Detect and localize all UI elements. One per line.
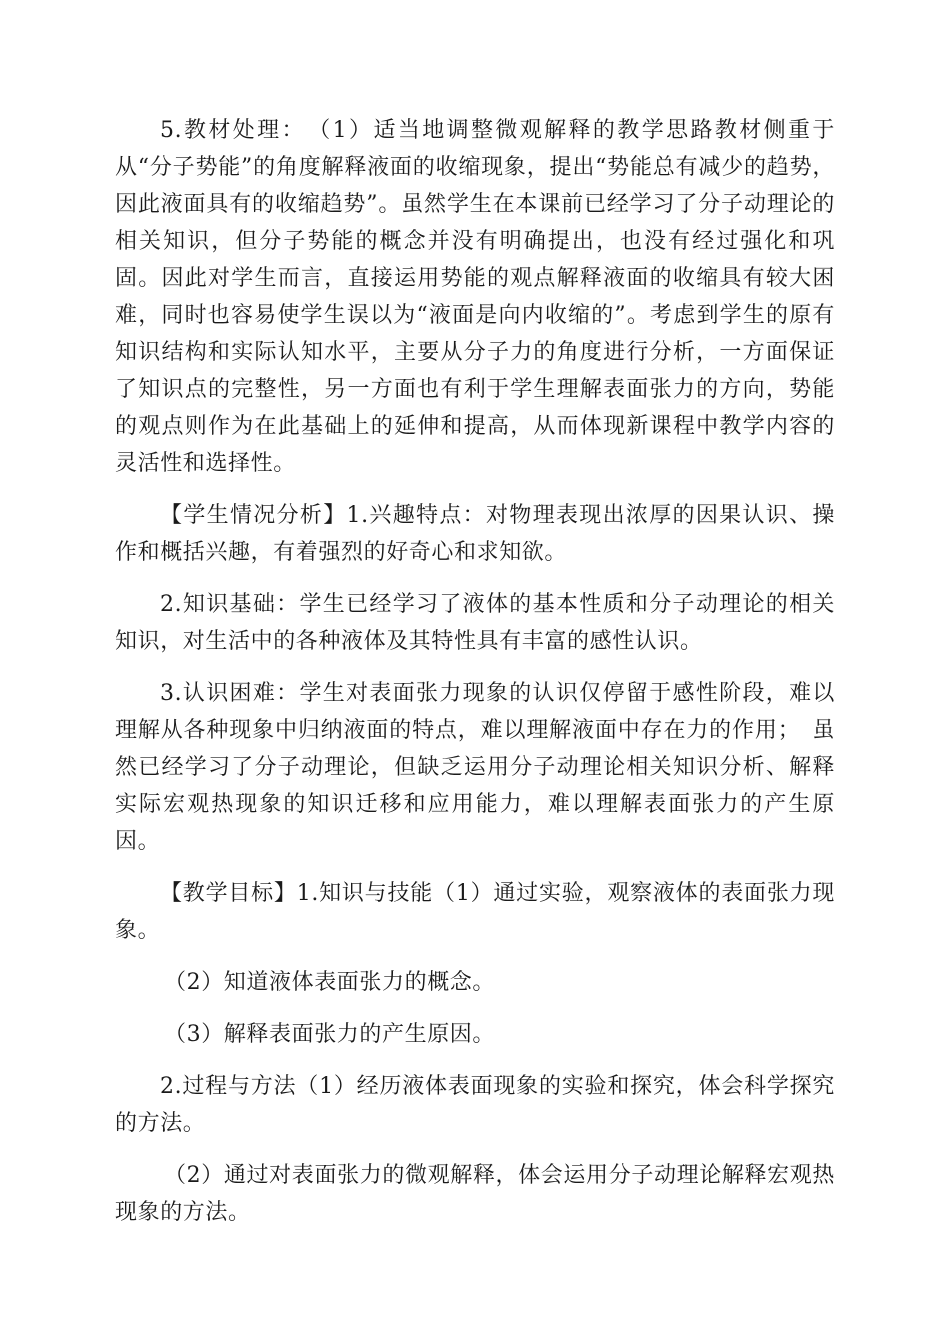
- paragraph-cognitive-difficulty: 3.认识困难：学生对表面张力现象的认识仅停留于感性阶段，难以理解从各种现象中归纳液面的特点，难以理解液面中存在力的作用； 虽然已经学习了分子动理论，但缺乏运用分子动理论相关知识分析、解释实际宏观热现象的知识迁移和应用能力，难以理解表面张力的产生原因。: [115, 681, 835, 854]
- paragraph-process-method: 2.过程与方法（1）经历液体表面现象的实验和探究，体会科学探究的方法。: [115, 1074, 835, 1136]
- paragraph-goal-concept: （2）知道液体表面张力的概念。: [164, 970, 495, 995]
- paragraph-student-analysis-interest: 【学生情况分析】1.兴趣特点：对物理表现出浓厚的因果认识、操作和概括兴趣，有着强烈的好奇心和求知欲。: [115, 503, 835, 565]
- paragraph-knowledge-basis: 2.知识基础：学生已经学习了液体的基本性质和分子动理论的相关知识，对生活中的各种液体及其特性具有丰富的感性认识。: [115, 592, 835, 654]
- paragraph-goal-cause: （3）解释表面张力的产生原因。: [164, 1022, 495, 1047]
- paragraph-micro-explanation: （2）通过对表面张力的微观解释，体会运用分子动理论解释宏观热现象的方法。: [115, 1163, 835, 1225]
- paragraph-textbook-handling: 5.教材处理： （1）适当地调整微观解释的教学思路教材侧重于从“分子势能”的角度解释液面的收缩现象，提出“势能总有减少的趋势，因此液面具有的收缩趋势”。虽然学生在本课前已经学习了分子动理论的相关知识，但分子势能的概念并没有明确提出，也没有经过强化和巩固。因此对学生而言，直接运用势能的观点解释液面的收缩具有较大困难，同时也容易使学生误以为“液面是向内收缩的”。考虑到学生的原有知识结构和实际认知水平，主要从分子力的角度进行分析，一方面保证了知识点的完整性，另一方面也有利于学生理解表面张力的方向，势能的观点则作为在此基础上的延伸和提高，从而体现新课程中教学内容的灵活性和选择性。: [115, 118, 835, 476]
- document-page: [115, 112, 835, 1246]
- paragraph-teaching-goals: 【教学目标】1.知识与技能（1）通过实验，观察液体的表面张力现象。: [115, 881, 835, 943]
